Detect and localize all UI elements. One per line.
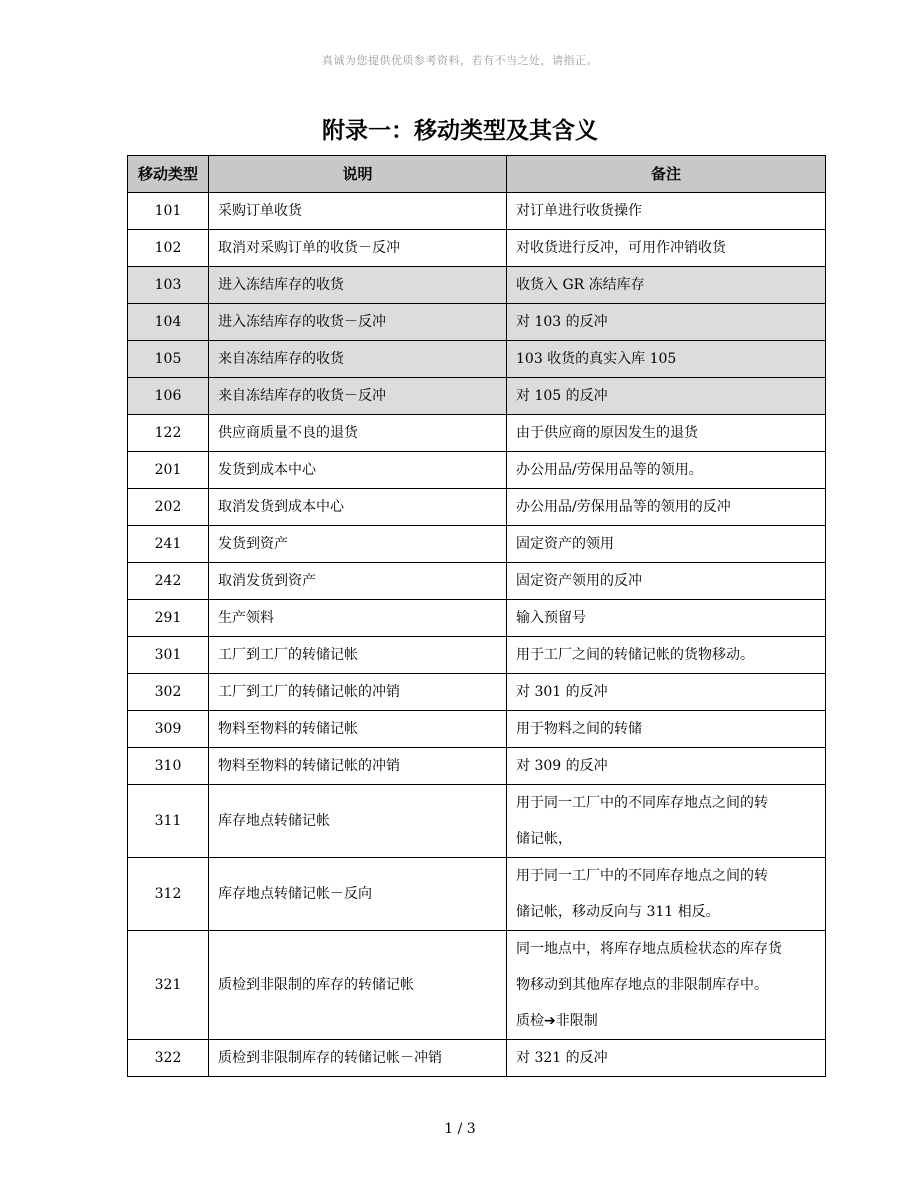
- movement-note: 对 321 的反冲: [507, 1040, 826, 1077]
- table-row: [128, 267, 826, 304]
- movement-description: 工厂到工厂的转储记帐: [209, 637, 507, 674]
- movement-code: 310: [128, 748, 209, 785]
- column-header-code: 移动类型: [128, 156, 209, 193]
- table-row: [128, 600, 826, 637]
- movement-description: 库存地点转储记帐: [209, 785, 507, 858]
- movement-description: 库存地点转储记帐－反向: [209, 858, 507, 931]
- table-row: [128, 748, 826, 785]
- movement-code: 241: [128, 526, 209, 563]
- movement-description: 发货到资产: [209, 526, 507, 563]
- table-row: [128, 526, 826, 563]
- table-row: [128, 378, 826, 415]
- movement-note: [507, 785, 826, 858]
- movement-description: 发货到成本中心: [209, 452, 507, 489]
- movement-code: 101: [128, 193, 209, 230]
- movement-code: 105: [128, 341, 209, 378]
- table-row: [128, 489, 826, 526]
- movement-code: 321: [128, 931, 209, 1040]
- movement-note: 由于供应商的原因发生的退货: [507, 415, 826, 452]
- note-line: [516, 1013, 598, 1029]
- table-row: [128, 415, 826, 452]
- note-line: 用于同一工厂中的不同库存地点之间的转: [516, 795, 768, 811]
- movement-description: 生产领料: [209, 600, 507, 637]
- note-text: 非限制: [555, 1013, 598, 1029]
- table-header-row: [128, 156, 826, 193]
- movement-description: 质检到非限制的库存的转储记帐: [209, 931, 507, 1040]
- movement-note: 办公用品/劳保用品等的领用的反冲: [507, 489, 826, 526]
- page-title: 附录一：移动类型及其含义: [322, 117, 598, 144]
- table-row: [128, 452, 826, 489]
- movement-description: 来自冻结库存的收货: [209, 341, 507, 378]
- table-row: [128, 674, 826, 711]
- table-row: [128, 563, 826, 600]
- movement-note: [507, 931, 826, 1040]
- movement-code: 322: [128, 1040, 209, 1077]
- movement-code: 122: [128, 415, 209, 452]
- movement-code: 242: [128, 563, 209, 600]
- column-header-description: 说明: [209, 156, 507, 193]
- movement-code: 301: [128, 637, 209, 674]
- table-row: [128, 304, 826, 341]
- movement-note: 用于物料之间的转储: [507, 711, 826, 748]
- table-row: [128, 637, 826, 674]
- movement-code: 291: [128, 600, 209, 637]
- movement-note: 固定资产的领用: [507, 526, 826, 563]
- movement-description: 取消对采购订单的收货－反冲: [209, 230, 507, 267]
- movement-code: 106: [128, 378, 209, 415]
- movement-description: 进入冻结库存的收货－反冲: [209, 304, 507, 341]
- movement-note: 收货入 GR 冻结库存: [507, 267, 826, 304]
- arrow-right-icon: ➔: [544, 1013, 556, 1029]
- table-row: [128, 858, 826, 931]
- movement-note: 对 301 的反冲: [507, 674, 826, 711]
- movement-description: 取消发货到资产: [209, 563, 507, 600]
- movement-note: 对 309 的反冲: [507, 748, 826, 785]
- movement-note: 对订单进行收货操作: [507, 193, 826, 230]
- movement-code: 102: [128, 230, 209, 267]
- movement-description: 工厂到工厂的转储记帐的冲销: [209, 674, 507, 711]
- movement-note: 输入预留号: [507, 600, 826, 637]
- movement-note: 对 105 的反冲: [507, 378, 826, 415]
- table-row: [128, 1040, 826, 1077]
- note-text: 质检: [516, 1013, 544, 1029]
- table-row: [128, 341, 826, 378]
- movement-description: 物料至物料的转储记帐的冲销: [209, 748, 507, 785]
- note-line: 储记帐，: [516, 831, 572, 847]
- movement-code: 104: [128, 304, 209, 341]
- movement-note: 办公用品/劳保用品等的领用。: [507, 452, 826, 489]
- movement-code: 202: [128, 489, 209, 526]
- movement-note: 103 收货的真实入库 105: [507, 341, 826, 378]
- note-line: 用于同一工厂中的不同库存地点之间的转: [516, 868, 768, 884]
- table-row: [128, 711, 826, 748]
- movement-description: 取消发货到成本中心: [209, 489, 507, 526]
- movement-description: 物料至物料的转储记帐: [209, 711, 507, 748]
- movement-description: 来自冻结库存的收货－反冲: [209, 378, 507, 415]
- page-number: 1 / 3: [444, 1121, 476, 1137]
- movement-code: 311: [128, 785, 209, 858]
- column-header-note: 备注: [507, 156, 826, 193]
- table-row: [128, 230, 826, 267]
- movement-note: 对 103 的反冲: [507, 304, 826, 341]
- movement-code: 309: [128, 711, 209, 748]
- table-row: [128, 785, 826, 858]
- movement-code: 201: [128, 452, 209, 489]
- movement-note: 固定资产领用的反冲: [507, 563, 826, 600]
- movement-note: 对收货进行反冲，可用作冲销收货: [507, 230, 826, 267]
- table-row: [128, 193, 826, 230]
- movement-note: [507, 858, 826, 931]
- movement-code: 103: [128, 267, 209, 304]
- movement-description: 进入冻结库存的收货: [209, 267, 507, 304]
- note-line: 同一地点中，将库存地点质检状态的库存货: [516, 941, 782, 957]
- movement-note: 用于工厂之间的转储记帐的货物移动。: [507, 637, 826, 674]
- movement-description: 供应商质量不良的退货: [209, 415, 507, 452]
- movement-type-table: [127, 155, 826, 1077]
- movement-description: 采购订单收货: [209, 193, 507, 230]
- movement-description: 质检到非限制库存的转储记帐－冲销: [209, 1040, 507, 1077]
- movement-code: 302: [128, 674, 209, 711]
- table-row: [128, 931, 826, 1040]
- note-line: 物移动到其他库存地点的非限制库存中。: [516, 977, 768, 993]
- note-line: 储记帐，移动反向与 311 相反。: [516, 904, 720, 920]
- header-note: 真诚为您提供优质参考资料，若有不当之处，请指正。: [322, 54, 598, 67]
- movement-code: 312: [128, 858, 209, 931]
